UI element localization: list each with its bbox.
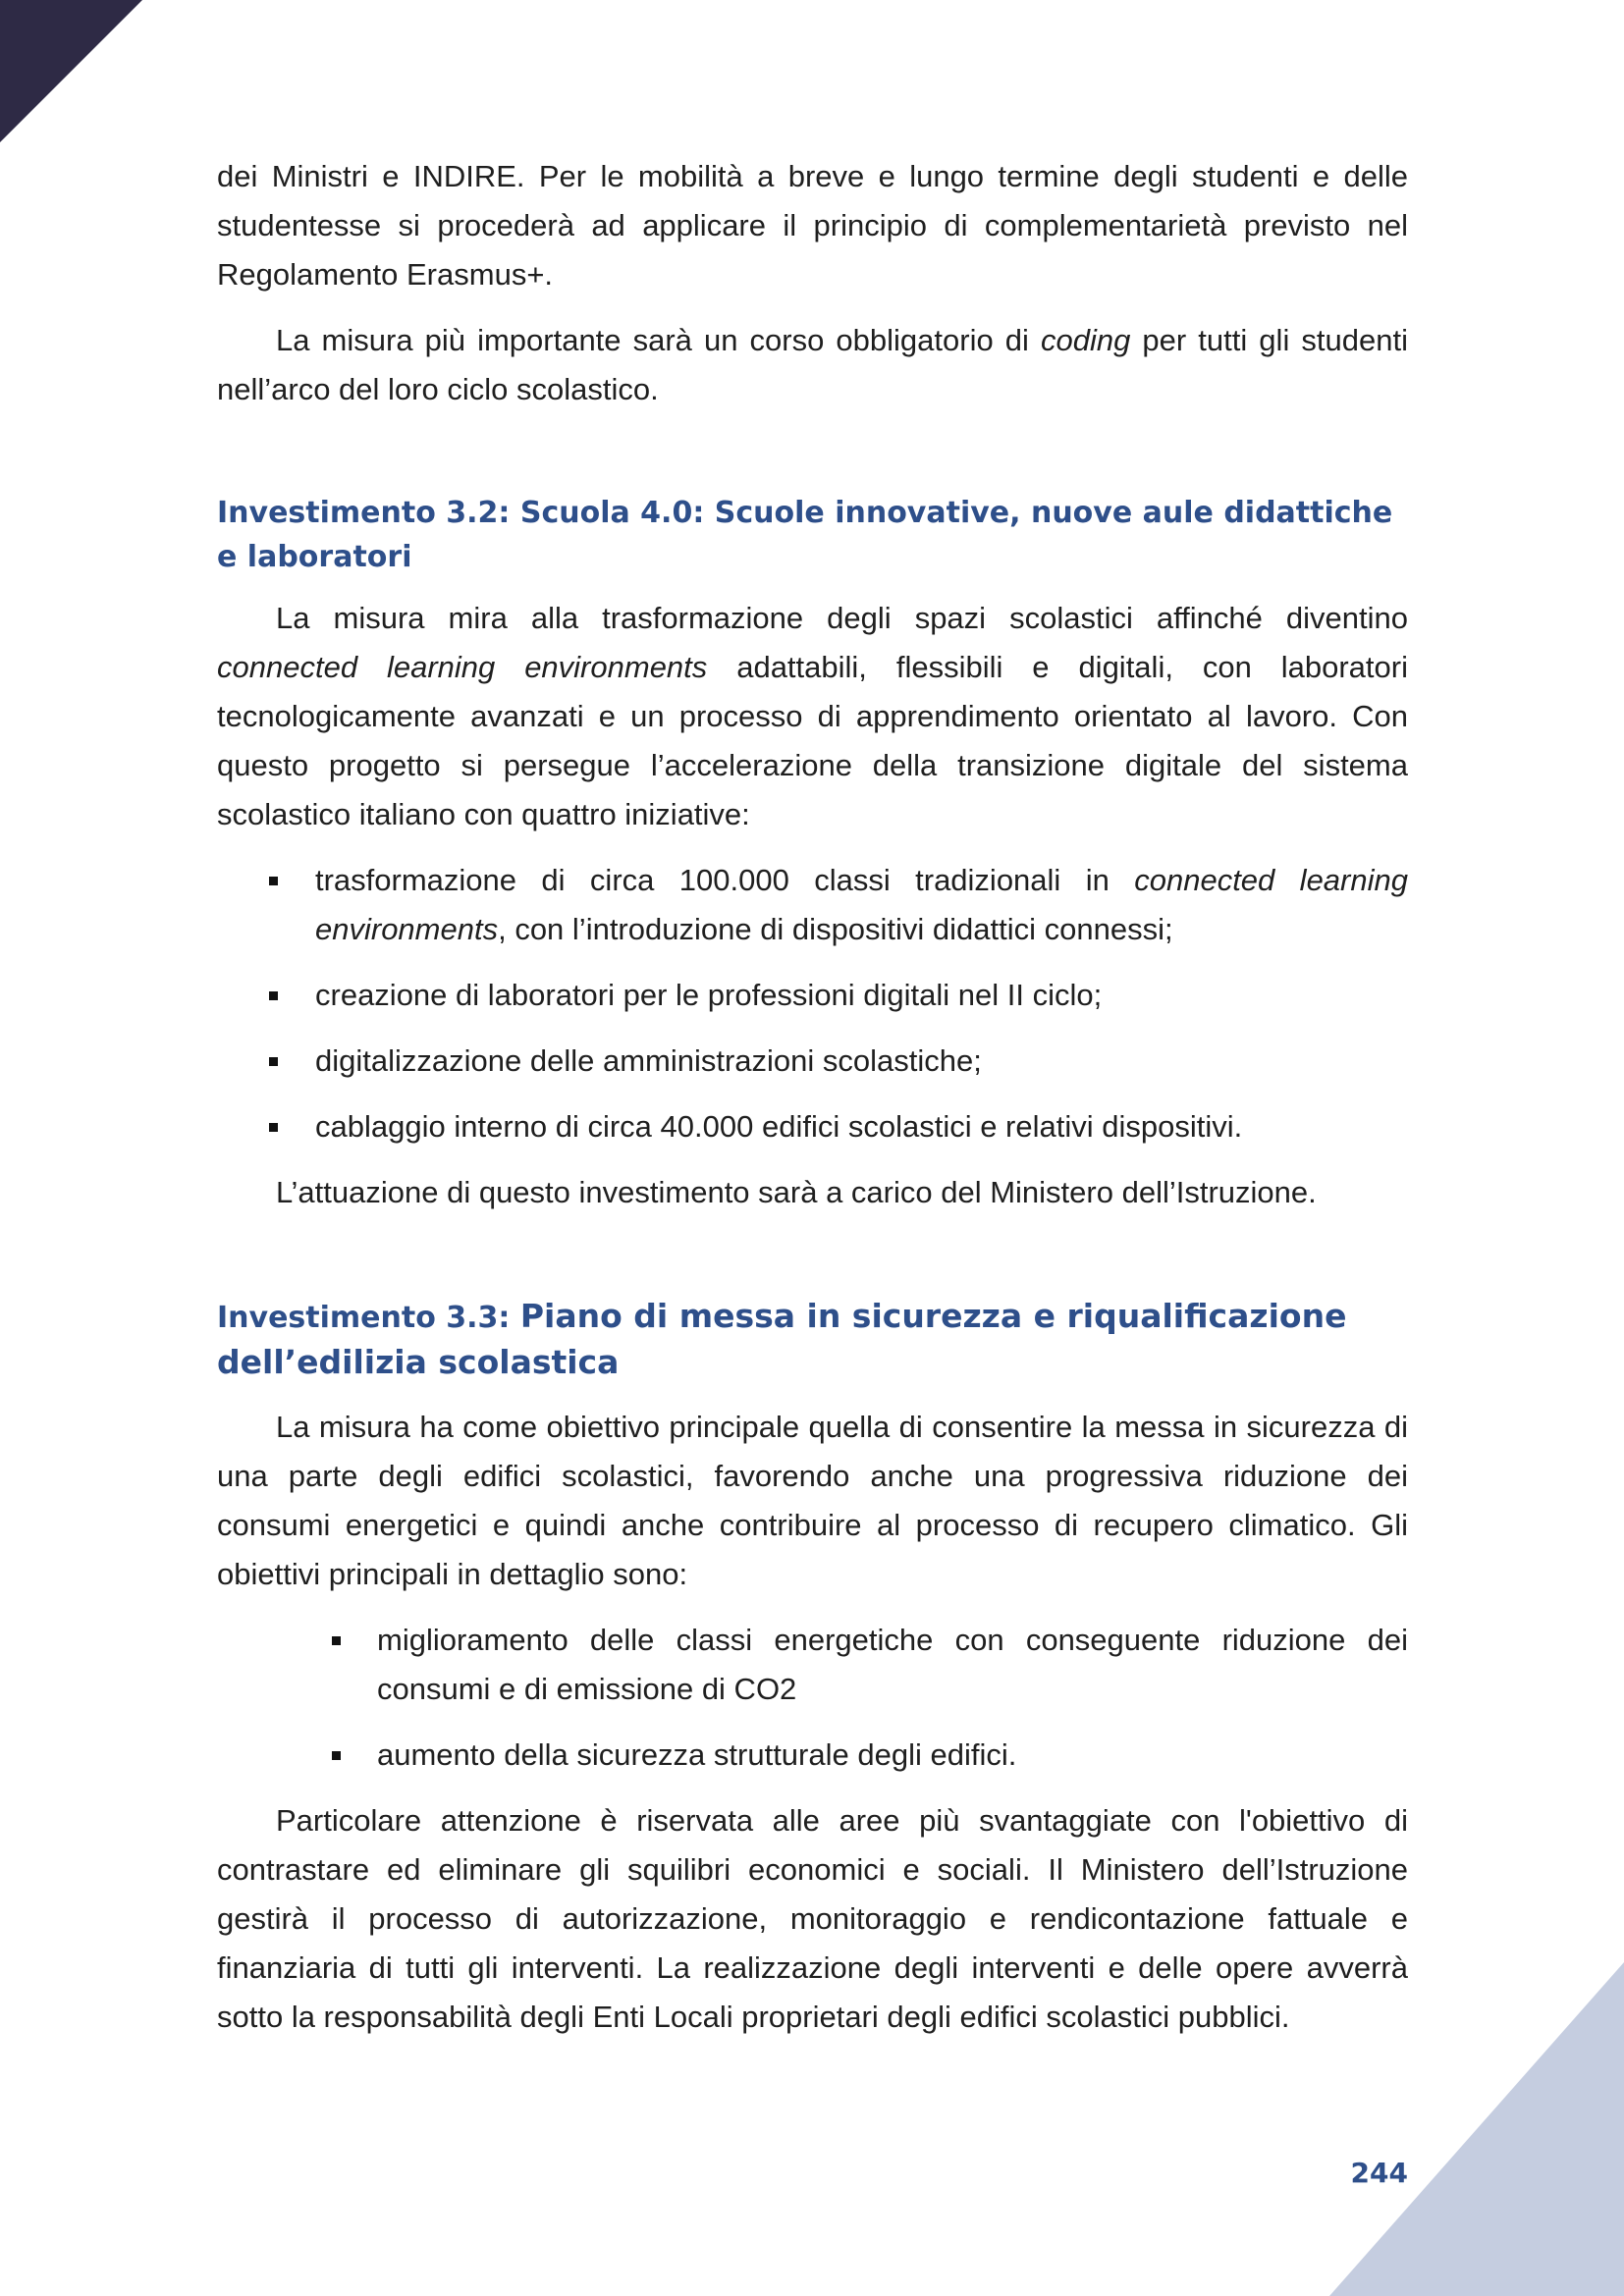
list-item-text: digitalizzazione delle amministrazioni scolastiche; bbox=[315, 1043, 982, 1078]
section-3-2-bullet-list bbox=[217, 856, 1408, 1151]
section-3-3-paragraph-2: Particolare attenzione è riservata alle aree più svantaggiate con l'obiettivo di contrastare ed eliminare gli squilibri economici e sociali. Il Ministero dell’Istruzione gestirà il processo di autorizzazione, monitoraggio e rendicontazione fattuale e finanziaria di tutti gli interventi. La realizzazione degli interventi e delle opere avverrà sotto la responsabilità degli Enti Locali proprietari degli edifici scolastici pubblici. bbox=[217, 1803, 1408, 2034]
section-3-2-heading: Investimento 3.2: Scuola 4.0: Scuole innovative, nuove aule didattiche e laboratori bbox=[217, 496, 1393, 574]
section-3-3-heading-prefix: Investimento 3.3: bbox=[217, 1301, 520, 1335]
section-3-3-paragraph-1: La misura ha come obiettivo principale quella di consentire la messa in sicurezza di una parte degli edifici scolastici, favorendo anche una progressiva riduzione dei consumi energetici e quindi anche contribuire al processo di recupero climatico. Gli obiettivi principali in dettaglio sono: bbox=[217, 1410, 1408, 1591]
corner-decoration-top-left bbox=[0, 0, 142, 142]
intro-paragraph-2-text: La misura più importante sarà un corso obbligatorio di bbox=[276, 323, 1041, 357]
intro-paragraph-2-italic: coding bbox=[1040, 323, 1131, 357]
section-3-2-paragraph bbox=[217, 594, 1408, 839]
section-3-2-closing-paragraph: L’attuazione di questo investimento sarà a carico del Ministero dell’Istruzione. bbox=[276, 1175, 1317, 1209]
list-item bbox=[217, 1102, 1408, 1151]
square-bullet-icon bbox=[269, 991, 278, 1000]
section-3-2-paragraph-italic: connected learning environments bbox=[217, 650, 708, 684]
list-item-text: creazione di laboratori per le professioni digitali nel II ciclo; bbox=[315, 978, 1103, 1012]
square-bullet-icon bbox=[269, 1057, 278, 1066]
section-3-3-bullet-list bbox=[217, 1616, 1408, 1780]
list-item bbox=[217, 856, 1408, 954]
list-item bbox=[217, 1037, 1408, 1086]
intro-paragraph-1: dei Ministri e INDIRE. Per le mobilità a breve e lungo termine degli studenti e delle studentesse si procederà ad applicare il principio di complementarietà previsto nel Regolamento Erasmus+. bbox=[217, 159, 1408, 292]
section-3-2-paragraph-text: La misura mira alla trasformazione degli spazi scolastici affinché diventino bbox=[276, 601, 1408, 635]
list-item bbox=[217, 971, 1408, 1020]
page-number: 244 bbox=[1350, 2157, 1408, 2189]
list-item bbox=[217, 1731, 1408, 1780]
list-item-text: miglioramento delle classi energetiche con conseguente riduzione dei consumi e di emissione di CO2 bbox=[377, 1623, 1408, 1706]
intro-paragraph-2 bbox=[217, 316, 1408, 414]
square-bullet-icon bbox=[332, 1636, 341, 1645]
square-bullet-icon bbox=[332, 1751, 341, 1760]
list-item-text: cablaggio interno di circa 40.000 edifici scolastici e relativi dispositivi. bbox=[315, 1109, 1243, 1144]
section-3-3-heading bbox=[217, 1294, 1408, 1386]
section-3-3-heading-title: Piano di messa in sicurezza e riqualificazione dell’edilizia scolastica bbox=[217, 1297, 1347, 1381]
list-item-text-end: , con l’introduzione di dispositivi didattici connessi; bbox=[498, 912, 1173, 946]
square-bullet-icon bbox=[269, 1123, 278, 1132]
page-content bbox=[217, 152, 1408, 2042]
intro-paragraph-2-text-end: per tutti gli studenti nell’arco del loro ciclo scolastico. bbox=[217, 323, 1408, 406]
list-item-italic: connected learning environments bbox=[315, 863, 1408, 946]
list-item bbox=[217, 1616, 1408, 1714]
square-bullet-icon bbox=[269, 877, 278, 885]
list-item-text: trasformazione di circa 100.000 classi tradizionali in bbox=[315, 863, 1135, 897]
section-3-2-paragraph-text-end: adattabili, flessibili e digitali, con laboratori tecnologicamente avanzati e un processo di apprendimento orientato al lavoro. Con questo progetto si persegue l’accelerazione della transizione digitale del sistema scolastico italiano con quattro iniziative: bbox=[217, 650, 1408, 831]
list-item-text: aumento della sicurezza strutturale degli edifici. bbox=[377, 1737, 1017, 1772]
